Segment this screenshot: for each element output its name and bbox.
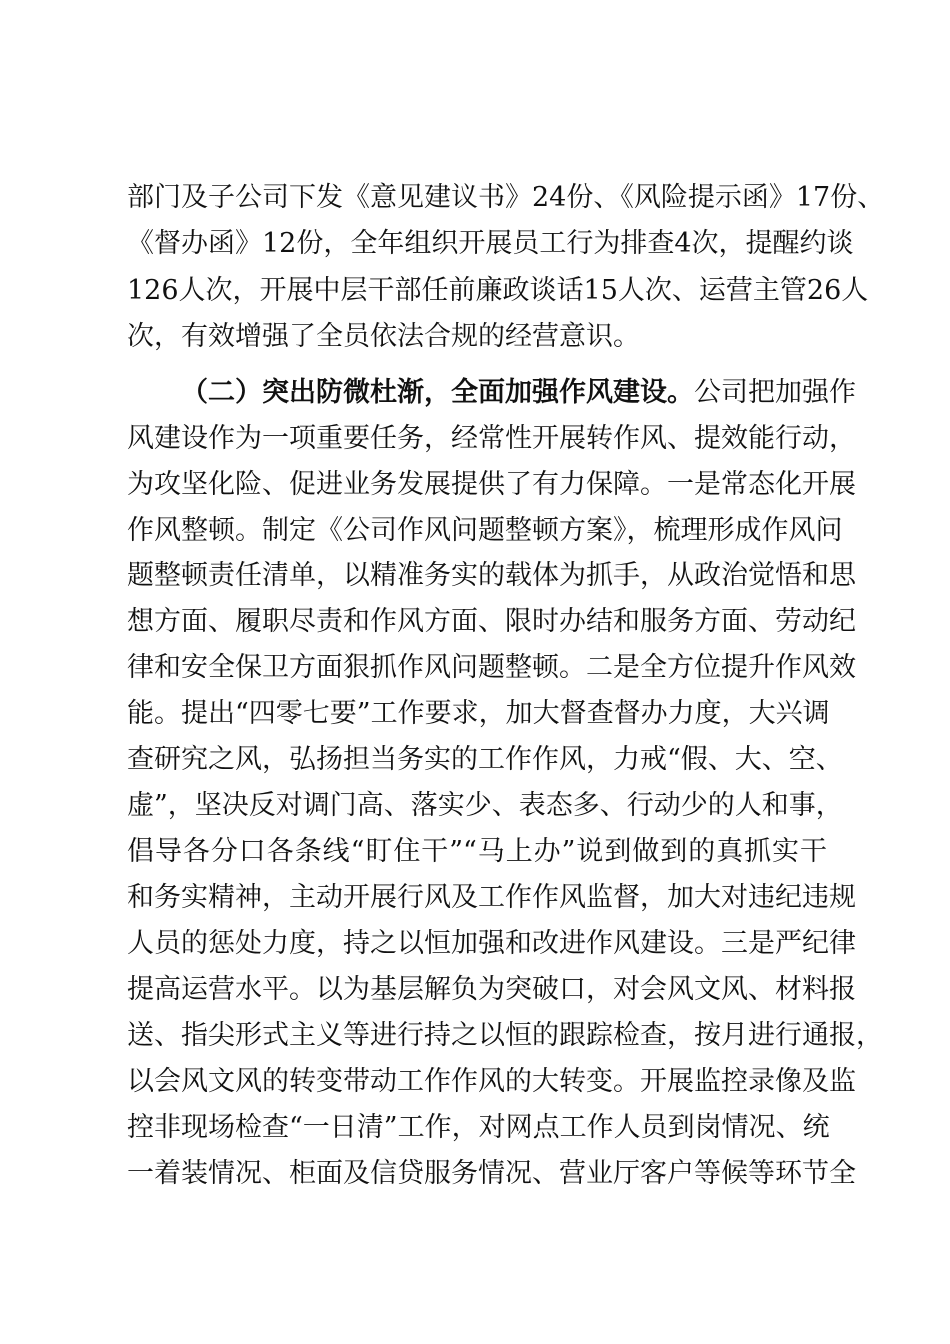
- paragraph-2-line: 作风整顿。制定《公司作风问题整顿方案》，梳理形成作风问: [127, 515, 843, 546]
- paragraph-1-line: 126人次，开展中层干部任前廉政谈话15人次、运营主管26人: [127, 275, 869, 306]
- paragraph-1-line: 部门及子公司下发《意见建议书》24份、《风险提示函》17份、: [127, 182, 885, 213]
- paragraph-2-line: 查研究之风，弘扬担当务实的工作作风，力戒“假、大、空、: [127, 744, 843, 775]
- paragraph-2-line: 以会风文风的转变带动工作作风的大转变。开展监控录像及监: [127, 1066, 856, 1097]
- paragraph-1-line: 《督办函》12份，全年组织开展员工行为排查4次，提醒约谈: [127, 228, 854, 259]
- paragraph-2-line: 控非现场检查“一日清”工作，对网点工作人员到岗情况、统: [127, 1112, 830, 1143]
- paragraph-2-line: 律和安全保卫方面狠抓作风问题整顿。二是全方位提升作风效: [127, 652, 856, 683]
- paragraph-2-line: 题整顿责任清单，以精准务实的载体为抓手，从政治觉悟和思: [127, 560, 856, 591]
- paragraph-2-line: 虚”，坚决反对调门高、落实少、表态多、行动少的人和事，: [127, 790, 843, 821]
- paragraph-2-line: 人员的惩处力度，持之以恒加强和改进作风建设。三是严纪律: [127, 928, 856, 959]
- paragraph-2-line: 倡导各分口各条线“盯住干”“马上办”说到做到的真抓实干: [127, 836, 827, 867]
- paragraph-2-line: 送、指尖形式主义等进行持之以恒的跟踪检查，按月进行通报，: [127, 1020, 883, 1051]
- paragraph-2-line: 想方面、履职尽责和作风方面、限时办结和服务方面、劳动纪: [127, 606, 856, 637]
- paragraph-2-first-line: [181, 370, 856, 416]
- paragraph-1-line: 次，有效增强了全员依法合规的经营意识。: [127, 321, 640, 352]
- paragraph-2-line: 提高运营水平。以为基层解负为突破口，对会风文风、材料报: [127, 974, 856, 1005]
- section-heading: （二）突出防微杜渐，全面加强作风建设。: [181, 377, 694, 408]
- paragraph-2-line: 一着装情况、柜面及信贷服务情况、营业厅客户等候等环节全: [127, 1158, 856, 1189]
- heading-continuation: 公司把加强作: [694, 377, 856, 408]
- paragraph-2-line: 能。提出“四零七要”工作要求，加大督查督办力度，大兴调: [127, 698, 830, 729]
- paragraph-2-line: 和务实精神，主动开展行风及工作作风监督，加大对违纪违规: [127, 882, 856, 913]
- paragraph-2-line: 为攻坚化险、促进业务发展提供了有力保障。一是常态化开展: [127, 469, 856, 500]
- paragraph-2-line: 风建设作为一项重要任务，经常性开展转作风、提效能行动，: [127, 423, 856, 454]
